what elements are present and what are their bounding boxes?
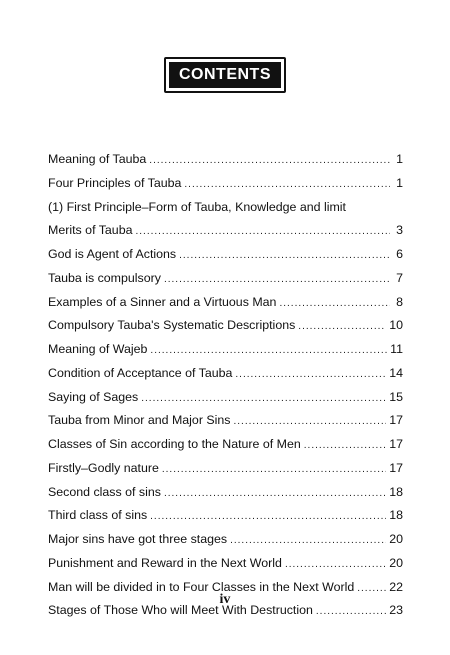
toc-entry bbox=[48, 437, 403, 461]
toc-entry-page: 8 bbox=[396, 294, 403, 309]
toc-entry-title: Compulsory Tauba's Systematic Descriptions bbox=[48, 318, 296, 333]
toc-leader-dots bbox=[164, 274, 390, 285]
toc-entry-page: 18 bbox=[389, 484, 403, 499]
toc-entry bbox=[48, 556, 403, 580]
toc-entry bbox=[48, 176, 403, 200]
toc-leader-dots bbox=[184, 179, 390, 190]
toc-entry bbox=[48, 485, 403, 509]
toc-leader-dots bbox=[149, 155, 390, 166]
toc-leader-dots bbox=[235, 369, 386, 380]
toc-leader-dots bbox=[230, 535, 386, 546]
toc-leader-dots bbox=[179, 250, 390, 261]
toc-entry bbox=[48, 366, 403, 390]
toc-entry-title: Tauba is compulsory bbox=[48, 270, 161, 285]
toc-entry-title: Saying of Sages bbox=[48, 389, 139, 404]
toc-entry-page: 20 bbox=[389, 555, 403, 570]
toc-entry bbox=[48, 342, 403, 366]
toc-entry-page: 6 bbox=[396, 247, 403, 261]
toc-entry-page: 17 bbox=[389, 460, 403, 475]
toc-entry bbox=[48, 200, 403, 224]
toc-entry-page: 22 bbox=[389, 579, 403, 594]
toc-leader-dots bbox=[150, 345, 387, 356]
toc-entry-title: Four Principles of Tauba bbox=[48, 175, 182, 190]
toc-entry bbox=[48, 247, 403, 271]
toc-entry-title: Man will be divided in to Four Classes in the Next World bbox=[48, 579, 355, 594]
toc-entry-title: Firstly–Godly nature bbox=[48, 460, 159, 475]
toc-entry-title: Third class of sins bbox=[48, 508, 148, 523]
toc-leader-dots bbox=[150, 511, 386, 522]
toc-leader-dots bbox=[234, 416, 387, 427]
toc-entry-page: 15 bbox=[389, 389, 403, 404]
toc-entry bbox=[48, 152, 403, 176]
toc-entry-page: 14 bbox=[389, 365, 403, 380]
toc-entry-title: Examples of a Sinner and a Virtuous Man bbox=[48, 294, 277, 309]
toc-entry-title: Meaning of Tauba bbox=[48, 152, 147, 166]
page-number: iv bbox=[219, 592, 231, 607]
toc-entry-page: 18 bbox=[389, 508, 403, 523]
toc-entry-title: Tauba from Minor and Major Sins bbox=[48, 413, 231, 428]
toc-entry bbox=[48, 295, 403, 319]
toc-entry-page: 3 bbox=[396, 223, 403, 238]
toc-leader-dots bbox=[162, 464, 386, 475]
toc-entry-title: Merits of Tauba bbox=[48, 223, 133, 238]
toc-entry-title: Condition of Acceptance of Tauba bbox=[48, 365, 233, 380]
toc-leader-dots bbox=[279, 298, 390, 309]
toc-entry-page: 17 bbox=[389, 413, 403, 428]
toc-entry-title: God is Agent of Actions bbox=[48, 247, 177, 261]
toc-leader-dots bbox=[285, 559, 386, 570]
toc-entry-title: (1) First Principle–Form of Tauba, Knowledge and limit bbox=[48, 199, 346, 214]
toc-entry-page: 11 bbox=[390, 342, 403, 356]
contents-header bbox=[0, 57, 450, 93]
table-of-contents bbox=[48, 152, 403, 627]
toc-entry-page: 23 bbox=[389, 603, 403, 618]
toc-entry-page: 17 bbox=[389, 437, 403, 451]
toc-leader-dots bbox=[298, 321, 386, 332]
toc-entry-page: 20 bbox=[389, 532, 403, 546]
toc-entry bbox=[48, 508, 403, 532]
contents-heading-frame bbox=[164, 57, 286, 93]
toc-entry bbox=[48, 461, 403, 485]
toc-entry-page: 1 bbox=[396, 175, 403, 190]
toc-entry bbox=[48, 318, 403, 342]
toc-entry-title: Stages of Those Who will Meet With Destruction bbox=[48, 603, 313, 618]
toc-entry-page: 1 bbox=[396, 152, 403, 166]
toc-entry-title: Classes of Sin according to the Nature of Men bbox=[48, 437, 301, 451]
toc-entry-title: Meaning of Wajeb bbox=[48, 342, 148, 356]
toc-leader-dots bbox=[304, 440, 386, 451]
toc-leader-dots bbox=[164, 488, 386, 499]
toc-entry-title: Second class of sins bbox=[48, 484, 161, 499]
toc-entry-page: 10 bbox=[389, 318, 403, 333]
toc-entry-title: Major sins have got three stages bbox=[48, 532, 228, 546]
toc-leader-dots bbox=[141, 393, 386, 404]
toc-entry bbox=[48, 390, 403, 414]
toc-leader-dots bbox=[135, 226, 390, 237]
toc-entry bbox=[48, 271, 403, 295]
toc-entry bbox=[48, 413, 403, 437]
toc-entry bbox=[48, 532, 403, 556]
toc-entry-title: Punishment and Reward in the Next World bbox=[48, 555, 282, 570]
toc-entry-page: 7 bbox=[396, 270, 403, 285]
toc-entry bbox=[48, 223, 403, 247]
contents-heading: CONTENTS bbox=[169, 62, 281, 88]
